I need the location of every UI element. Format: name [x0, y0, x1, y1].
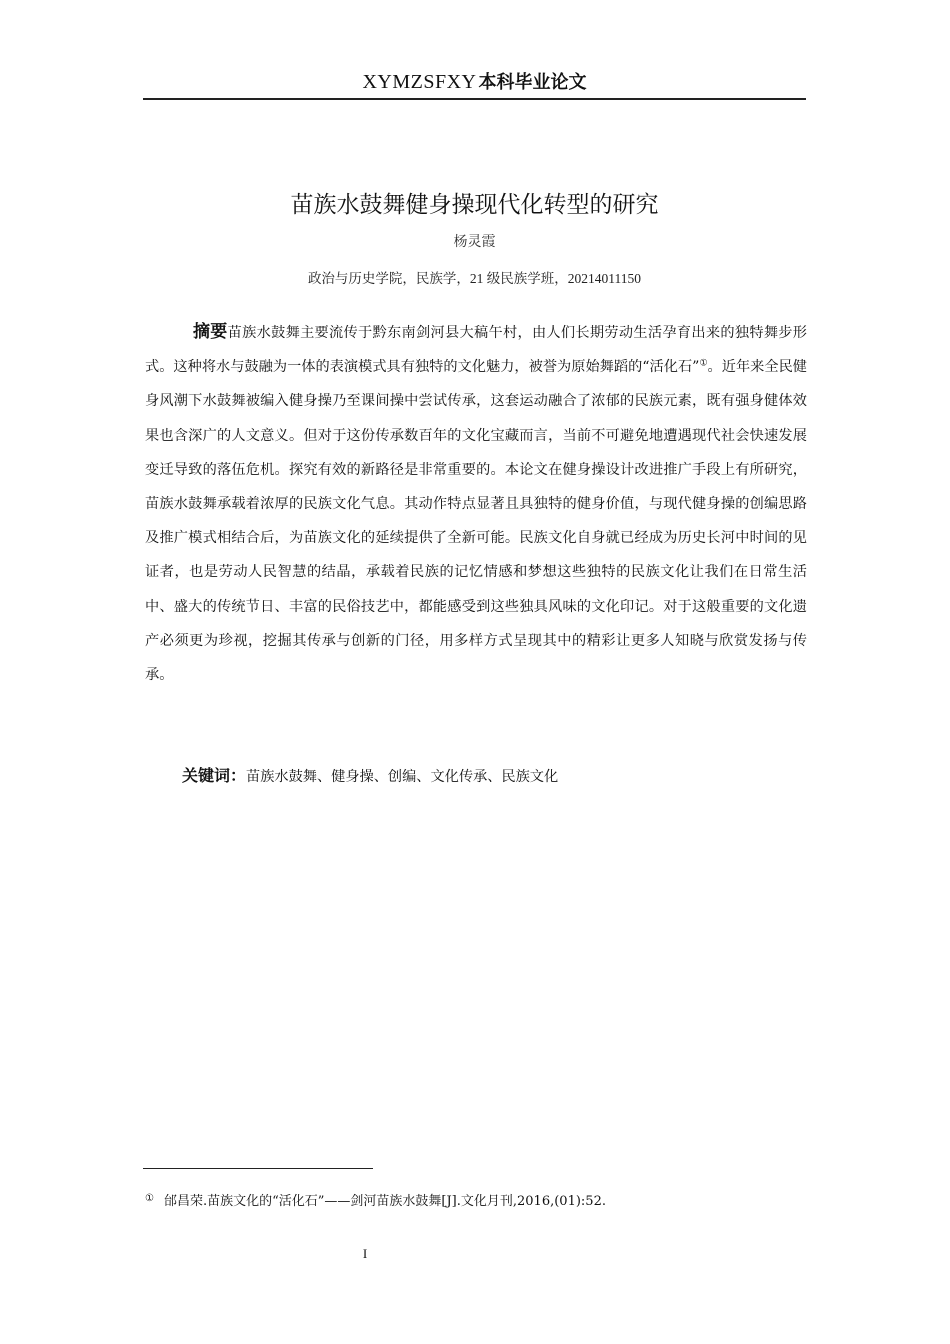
keywords-text: 苗族水鼓舞、健身操、创编、文化传承、民族文化 — [246, 769, 559, 785]
abstract-text-part1: 苗族水鼓舞主要流传于黔东南剑河县大稿午村，由人们长期劳动生活孕育出来的独特舞步形式。这种将水与鼓融为一体的表演模式具有独特的文化魅力，被誉为原始舞蹈的“活化石” — [145, 325, 807, 376]
abstract-label: 摘要 — [193, 322, 228, 342]
running-header — [143, 66, 806, 96]
header-code: XYMZSFXY — [362, 71, 477, 93]
abstract-text-part2: 。近年来全民健身风潮下水鼓舞被编入健身操乃至课间操中尝试传承，这套运动融合了浓郁的民族元素，既有强身健体效果也含深广的人文意义。但对于这份传承数百年的文化宝藏而言，当前不可避免地遭遇现代社会快速发展变迁导致的落伍危机。探究有效的新路径是非常重要的。本论文在健身操设计改进推广手段上有所研究， 苗族水鼓舞承载着浓厚的民族文化气息。其动作特点显著且具独特的健身价值，与现代健身操的创编思路及推广模式相结合后，为苗族文化的延续提供了全新可能。民族文化自身就已经成为历史长河中时间的见证者，也是劳动人民智慧的结晶，承载着民族的记忆情感和梦想这些独特的民族文化让我们在日常生活中、盛大的传统节日、丰富的民俗技艺中，都能感受到这些独具风味的文化印记。对于这般重要的文化遗产必须更为珍视，挖掘其传承与创新的门径，用多样方式呈现其中的精彩让更多人知晓与欣赏发扬与传承。 — [145, 359, 807, 684]
paper-author: 杨灵霞 — [453, 234, 496, 250]
footnote-reference[interactable]: ① — [699, 358, 708, 369]
footnote-mark: ① — [145, 1193, 154, 1204]
footnote-rule — [143, 1168, 373, 1169]
header-rule — [143, 98, 806, 100]
keywords-label: 关键词： — [182, 766, 247, 785]
keywords-line — [182, 763, 558, 790]
paper-title: 苗族水鼓舞健身操现代化转型的研究 — [290, 192, 659, 218]
footnote-text: 邰昌荣.苗族文化的“活化石”——剑河苗族水鼓舞[J].文化月刊,2016,(01):52. — [163, 1194, 606, 1209]
page-number: I — [362, 1246, 368, 1261]
abstract-paragraph — [145, 315, 807, 692]
paper-affiliation: 政治与历史学院，民族学，21 级民族学班，20214011150 — [307, 271, 642, 286]
footnote — [145, 1188, 606, 1213]
header-label: 本科毕业论文 — [478, 72, 587, 93]
